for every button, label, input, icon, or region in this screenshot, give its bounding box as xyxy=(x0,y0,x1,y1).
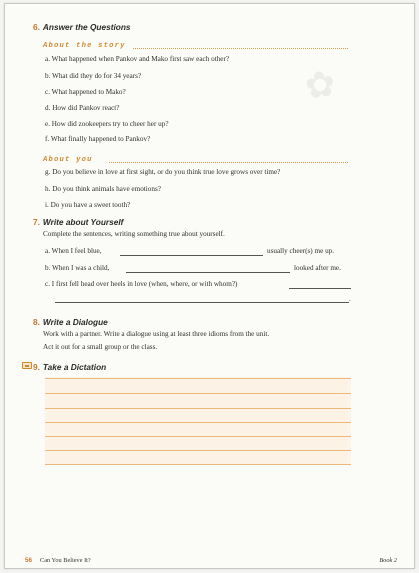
question-d: d. How did Pankov react? xyxy=(45,104,120,112)
section-9-title: Take a Dictation xyxy=(42,362,107,372)
dictation-line xyxy=(45,450,351,451)
section-6-heading xyxy=(33,22,131,32)
cd-audio-icon xyxy=(22,362,32,369)
sentence-b-end: looked after me. xyxy=(294,264,341,272)
book-label: Book 2 xyxy=(379,557,397,564)
question-h: h. Do you think animals have emotions? xyxy=(45,185,161,193)
section-7-heading xyxy=(33,217,123,227)
sentence-b-blank[interactable] xyxy=(126,272,290,273)
sentence-b-start: b. When I was a child, xyxy=(45,264,110,272)
about-story-dotted-rule xyxy=(133,48,348,49)
dictation-line xyxy=(45,378,351,379)
background-watermark: ✿ xyxy=(302,62,338,107)
section-7-number: 7. xyxy=(33,217,40,227)
section-6-title: Answer the Questions xyxy=(42,22,131,32)
about-you-dotted-rule xyxy=(109,162,348,163)
dictation-line xyxy=(45,393,351,394)
question-g: g. Do you believe in love at first sight, or do you think true love grows over time? xyxy=(45,168,281,176)
question-a: a. What happened when Pankov and Mako first saw each other? xyxy=(45,55,230,63)
section-8-title: Write a Dialogue xyxy=(42,317,108,327)
section-9-number: 9. xyxy=(33,362,40,372)
sentence-a-start: a. When I feel blue, xyxy=(45,247,102,255)
page-number: 56 xyxy=(25,557,33,564)
section-8-number: 8. xyxy=(33,317,40,327)
question-e: e. How did zookeepers try to cheer her up? xyxy=(45,120,169,128)
section-9-heading xyxy=(33,362,106,372)
question-i: i. Do you have a sweet tooth? xyxy=(45,201,131,209)
dictation-line xyxy=(45,464,351,465)
section-7-instructions: Complete the sentences, writing something true about yourself. xyxy=(43,230,225,238)
about-story-heading: About the story xyxy=(43,42,126,50)
question-c: c. What happened to Mako? xyxy=(45,88,126,96)
sentence-c-blank-1[interactable] xyxy=(289,288,351,289)
sentence-c-end: . xyxy=(349,295,351,303)
sentence-a-blank[interactable] xyxy=(120,255,263,256)
sentence-a-end: usually cheer(s) me up. xyxy=(267,247,335,255)
question-f: f. What finally happened to Pankov? xyxy=(45,135,151,143)
section-8-line-1: Work with a partner. Write a dialogue using at least three idioms from the unit. xyxy=(43,330,270,338)
section-7-title: Write about Yourself xyxy=(42,217,124,227)
question-b: b. What did they do for 34 years? xyxy=(45,72,142,80)
section-8-heading xyxy=(33,317,108,327)
section-6-number: 6. xyxy=(33,22,40,32)
about-you-heading: About you xyxy=(43,156,93,164)
sentence-c-start: c. I first fell head over heels in love (when, where, or with whom?) xyxy=(45,280,238,288)
sentence-c-blank-2[interactable] xyxy=(55,302,349,303)
workbook-page xyxy=(4,3,415,569)
unit-title: Can You Believe It? xyxy=(40,557,91,564)
dictation-line xyxy=(45,408,351,409)
dictation-line xyxy=(45,422,351,423)
dictation-line xyxy=(45,436,351,437)
section-8-line-2: Act it out for a small group or the class. xyxy=(43,343,158,351)
